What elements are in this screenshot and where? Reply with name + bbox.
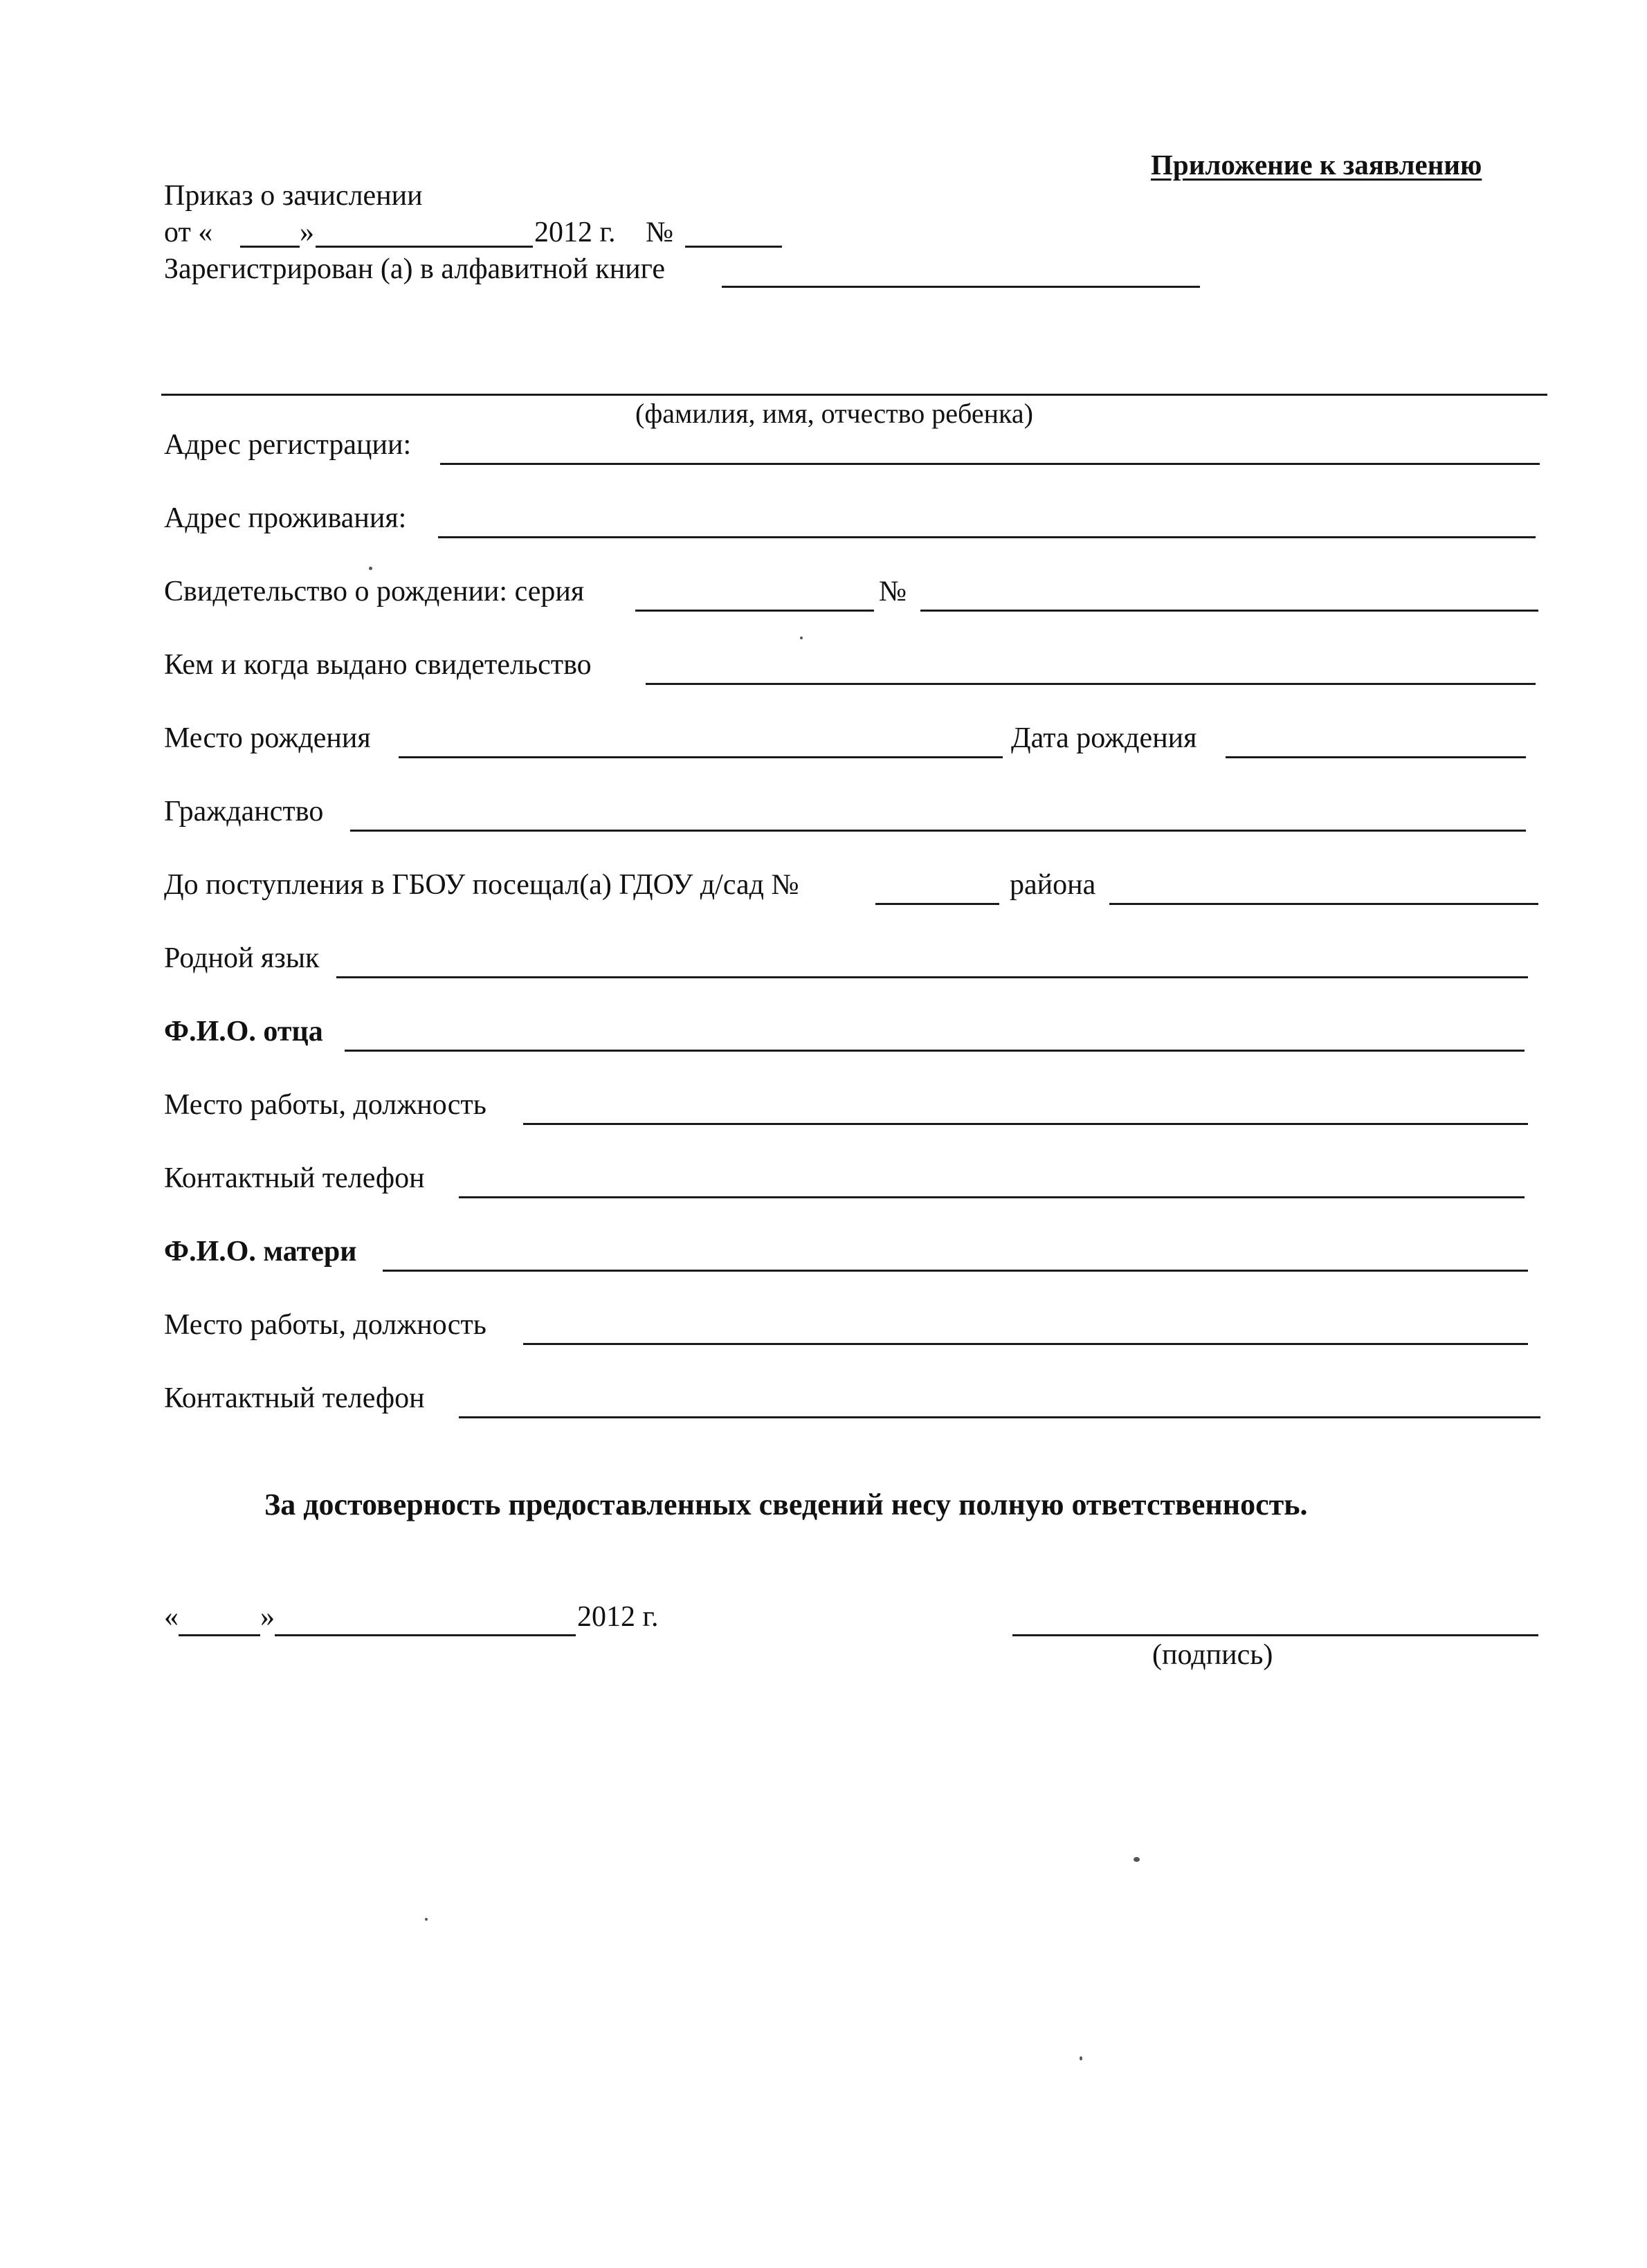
birth-certificate-series-label: Свидетельство о рождении: серия: [164, 576, 585, 607]
mother-name-label: Ф.И.О. матери: [164, 1236, 357, 1268]
mother-name-field[interactable]: [383, 1270, 1528, 1272]
footer-year: 2012 г.: [577, 1601, 659, 1633]
father-phone-field[interactable]: [459, 1196, 1525, 1198]
certificate-issued-field[interactable]: [646, 683, 1536, 685]
child-name-field[interactable]: [161, 394, 1547, 396]
order-number-sign: №: [646, 217, 674, 248]
native-language-field[interactable]: [336, 976, 1528, 978]
district-field[interactable]: [1109, 903, 1538, 905]
registration-address-field[interactable]: [440, 463, 1540, 465]
order-number-field[interactable]: [685, 246, 782, 248]
kindergarten-number-field[interactable]: [875, 903, 999, 905]
certificate-issued-label: Кем и когда выдано свидетельство: [164, 649, 592, 681]
child-name-caption: (фамилия, имя, отчество ребенка): [635, 398, 1033, 429]
scan-speck: [425, 1918, 428, 1921]
father-name-label: Ф.И.О. отца: [164, 1016, 323, 1048]
signature-field[interactable]: [1012, 1634, 1538, 1636]
scan-speck: [369, 567, 372, 570]
birth-certificate-series-field[interactable]: [635, 610, 874, 612]
registered-label: Зарегистрирован (а) в алфавитной книге: [164, 253, 665, 285]
father-work-label: Место работы, должность: [164, 1089, 486, 1121]
birth-certificate-number-field[interactable]: [920, 610, 1538, 612]
signature-caption: (подпись): [1152, 1639, 1273, 1671]
scan-speck: [1080, 2056, 1082, 2060]
father-name-field[interactable]: [345, 1050, 1525, 1052]
order-month-field[interactable]: [316, 246, 533, 248]
previous-kindergarten-label: До поступления в ГБОУ посещал(а) ГДОУ д/сад №: [164, 869, 799, 901]
birth-place-field[interactable]: [399, 756, 1003, 758]
birth-date-label: Дата рождения: [1011, 722, 1197, 754]
order-year: 2012 г.: [534, 217, 616, 248]
order-day-field[interactable]: [240, 246, 300, 248]
footer-quote-open: «: [164, 1601, 179, 1633]
order-title: Приказ о зачислении: [164, 180, 423, 212]
mother-phone-field[interactable]: [459, 1416, 1540, 1418]
mother-work-field[interactable]: [523, 1343, 1528, 1345]
citizenship-field[interactable]: [350, 830, 1526, 832]
mother-work-label: Место работы, должность: [164, 1309, 486, 1341]
citizenship-label: Гражданство: [164, 796, 324, 827]
order-quote-close: »: [300, 217, 314, 248]
father-work-field[interactable]: [523, 1123, 1528, 1125]
birth-date-field[interactable]: [1226, 756, 1526, 758]
father-phone-label: Контактный телефон: [164, 1162, 425, 1194]
residence-address-field[interactable]: [438, 536, 1536, 538]
residence-address-label: Адрес проживания:: [164, 502, 407, 534]
footer-month-field[interactable]: [275, 1634, 576, 1636]
footer-quote-close: »: [260, 1601, 275, 1633]
alphabet-book-field[interactable]: [722, 286, 1200, 288]
birth-place-label: Место рождения: [164, 722, 371, 754]
scan-speck: [1134, 1857, 1140, 1862]
appendix-title: Приложение к заявлению: [1151, 149, 1482, 181]
district-label: района: [1010, 869, 1096, 901]
scan-speck: [800, 637, 803, 639]
birth-certificate-number-label: №: [879, 576, 907, 607]
registration-address-label: Адрес регистрации:: [164, 429, 412, 461]
native-language-label: Родной язык: [164, 942, 320, 974]
declaration: За достоверность предоставленных сведений несу полную ответственность.: [264, 1488, 1308, 1521]
footer-day-field[interactable]: [179, 1634, 260, 1636]
order-date-prefix: от «: [164, 217, 213, 248]
mother-phone-label: Контактный телефон: [164, 1382, 425, 1414]
